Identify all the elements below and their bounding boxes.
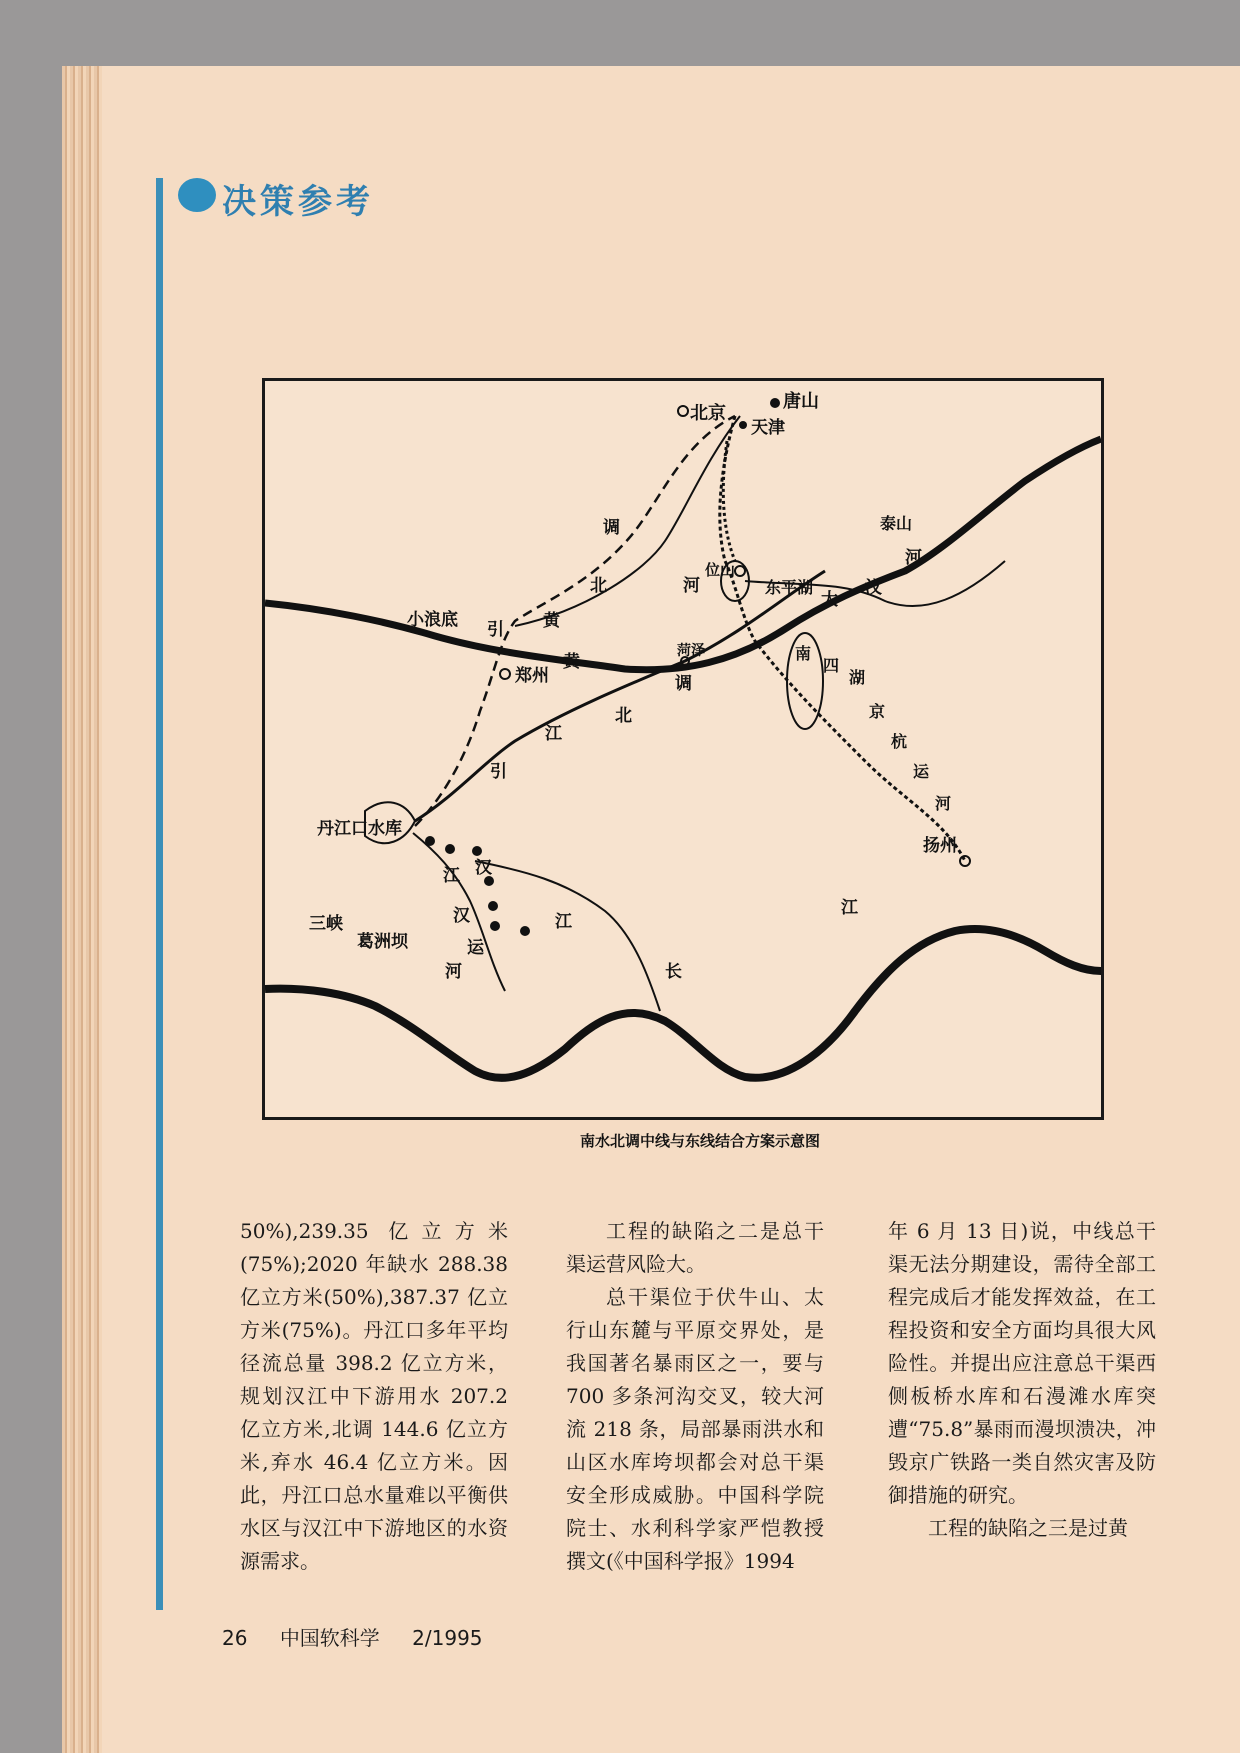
label-yangzhou: 扬州 <box>923 836 957 856</box>
text-column-3 <box>888 1215 1156 1545</box>
label-jiang-4: 江 <box>841 898 858 918</box>
label-wen: 汶 <box>865 578 882 598</box>
label-jiang-3: 江 <box>555 912 572 932</box>
journal-name: 中国软科学 <box>279 1626 380 1650</box>
label-bei-2: 北 <box>615 706 632 726</box>
label-nan: 南 <box>795 644 812 663</box>
accent-bar <box>156 178 163 1610</box>
col3-paragraph-2: 工程的缺陷之三是过黄 <box>928 1516 1128 1540</box>
col3-paragraph-1: 年 6 月 13 日)说，中线总干渠无法分期建设，需待全部工程完成后才能发挥效益，在工程投资和安全方面均具很大风险性。并提出应注意总干渠西侧板桥水库和石漫滩水库突遭“75.8”暴雨而漫坝溃决，冲毁京广铁路一类自然灾害及防御措施的研究。 <box>888 1219 1156 1507</box>
middle-route-dashed <box>415 416 735 826</box>
label-danjiangkou: 丹江口水库 <box>317 819 402 839</box>
label-han-2: 汉 <box>453 906 470 926</box>
section-header <box>178 172 418 220</box>
page-number: 26 <box>222 1626 248 1650</box>
label-xiaolangdi: 小浪底 <box>407 610 458 630</box>
page-footer <box>222 1622 509 1651</box>
label-taishan: 泰山 <box>880 514 913 533</box>
label-huang-1: 黄 <box>543 611 560 631</box>
text-column-2 <box>566 1215 824 1578</box>
label-tianjin: 天津 <box>751 418 785 438</box>
label-sanxia: 三峡 <box>309 914 343 934</box>
label-he-1: 河 <box>683 576 700 596</box>
label-han-1: 汉 <box>475 858 492 878</box>
col2-paragraph-1: 工程的缺陷之二是总干渠运营风险大。 <box>566 1219 824 1276</box>
label-yin-2: 引 <box>490 762 507 782</box>
middle-route-canal <box>415 571 825 821</box>
label-si: 四 <box>823 656 840 675</box>
label-chang: 长 <box>665 962 682 982</box>
label-jing: 京 <box>869 702 886 721</box>
label-yun-2: 运 <box>913 762 930 781</box>
page-edges <box>62 66 102 1753</box>
label-hang: 杭 <box>891 732 908 751</box>
map-drawing <box>265 381 1101 1117</box>
label-diao: 调 <box>603 518 620 538</box>
label-da: 大 <box>821 590 838 610</box>
label-yin-1: 引 <box>487 620 504 640</box>
label-beijing: 北京 <box>690 403 726 424</box>
label-gezhouba: 葛洲坝 <box>357 932 408 952</box>
route-map <box>262 378 1104 1120</box>
label-he-4: 河 <box>935 794 952 813</box>
label-yun-1: 运 <box>467 938 484 958</box>
section-bullet-icon <box>178 178 216 212</box>
label-tangshan: 唐山 <box>783 391 819 412</box>
label-dongpinghu: 东平湖 <box>765 578 814 597</box>
label-he-3: 河 <box>905 548 922 568</box>
label-weishan: 位山 <box>705 561 736 579</box>
figure-caption: 南水北调中线与东线结合方案示意图 <box>580 1132 821 1150</box>
label-jiang-2: 江 <box>443 866 460 886</box>
yellow-river <box>265 439 1101 670</box>
label-bei-1: 北 <box>590 576 607 596</box>
text-column-1 <box>240 1215 508 1578</box>
label-hu: 湖 <box>849 668 866 687</box>
label-huang-2: 黄 <box>563 652 580 672</box>
label-zhengzhou: 郑州 <box>515 666 549 686</box>
label-he-2: 河 <box>445 962 462 982</box>
issue-number: 2/1995 <box>412 1626 483 1650</box>
label-jiang-1: 江 <box>545 724 562 744</box>
east-route-canal <box>720 416 965 861</box>
col1-paragraph: 50%),239.35 亿立方米(75%);2020 年缺水 288.38 亿立方米(50%),387.37 亿立方米(75%)。丹江口多年平均径流总量 398.2 亿立方米，规划汉江中下游用水 207.2 亿立方米,北调 144.6 亿立方米,弃水 46.4 亿立方米。因此，丹江口总水量难以平衡供水区与汉江中下游地区的水资源需求。 <box>240 1219 508 1573</box>
label-diao-2: 调 <box>675 674 692 694</box>
col2-paragraph-2: 总干渠位于伏牛山、太行山东麓与平原交界处，是我国著名暴雨区之一，要与 700 多条河沟交叉，较大河流 218 条，局部暴雨洪水和山区水库垮坝都会对总干渠安全形成威胁。中国科学院院士、水利科学家严恺教授撰文(《中国科学报》1994 <box>566 1285 824 1573</box>
section-title: 决策参考 <box>222 182 374 222</box>
label-heze: 菏泽 <box>677 643 705 659</box>
